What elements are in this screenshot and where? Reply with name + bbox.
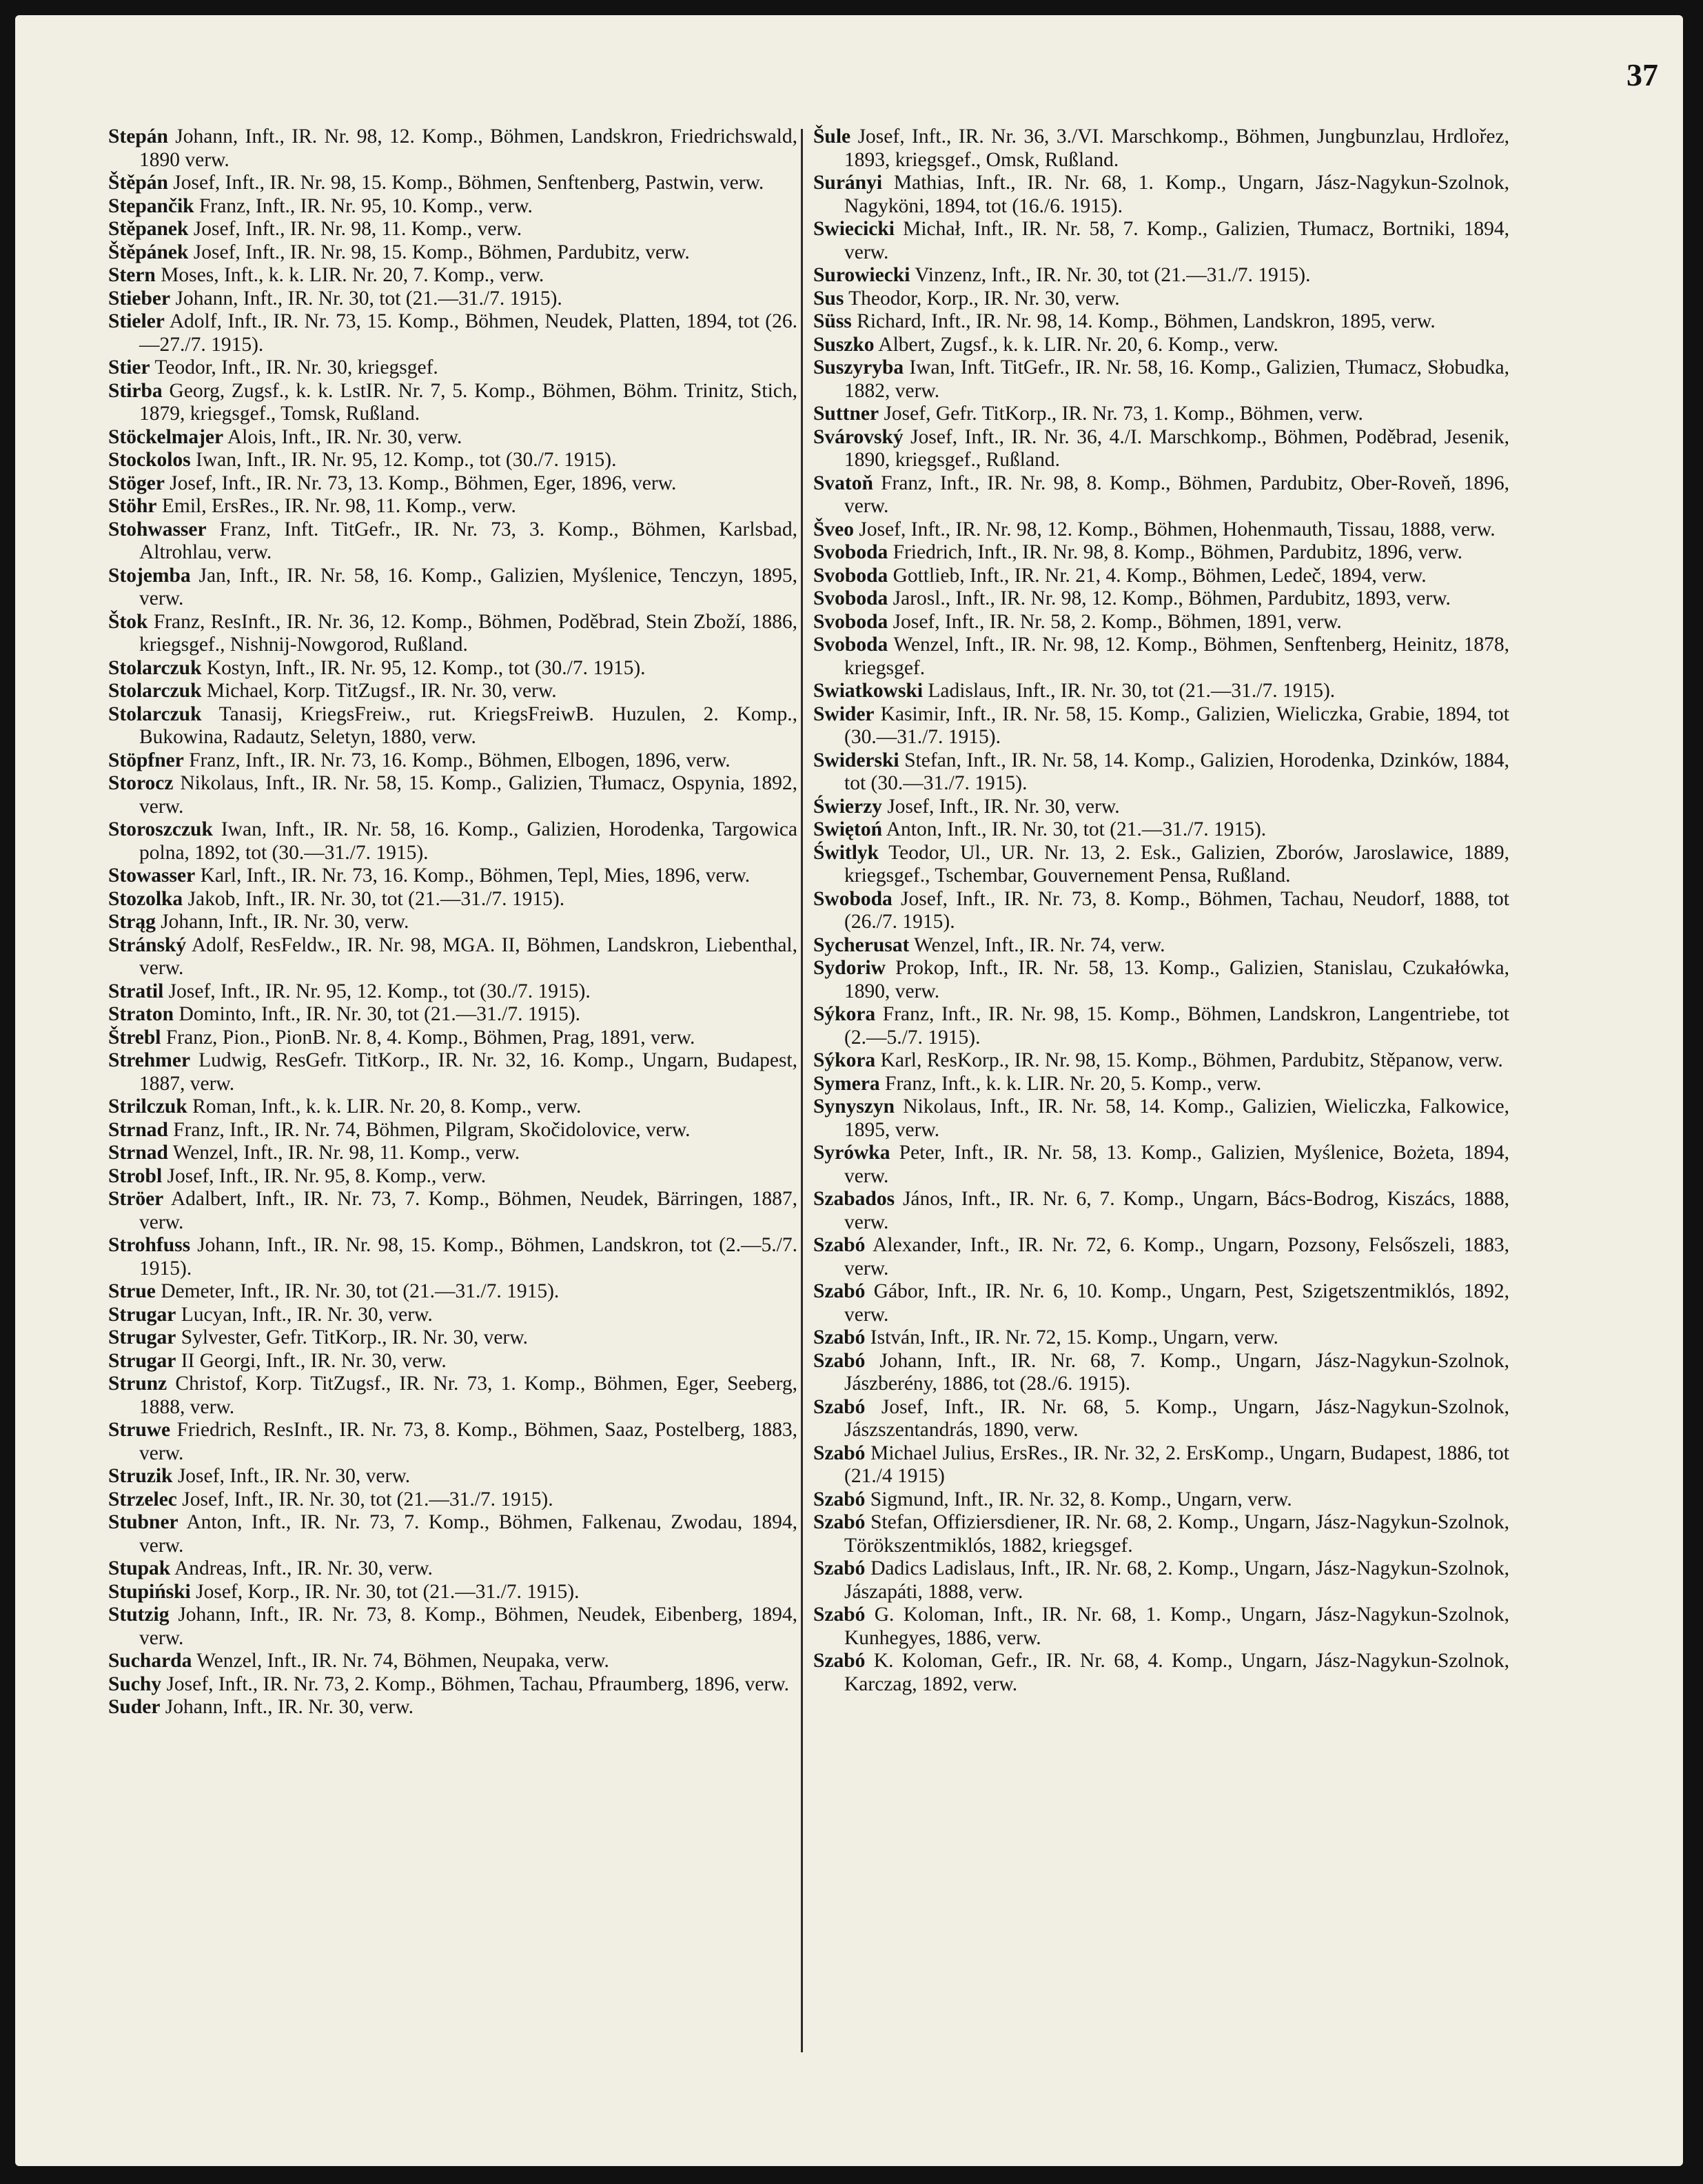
entry-surname: Stepán [108, 125, 168, 148]
register-entry [108, 1419, 797, 1465]
entry-surname: Strobl [108, 1164, 163, 1187]
entry-surname: Sýkora [813, 1049, 876, 1071]
register-entry [108, 1165, 797, 1189]
entry-details: Josef, Inft., IR. Nr. 36, 4./I. Marschkomp., Böhmen, Poděbrad, Jesenik, 1890, kriegsgef., Rußland. [844, 425, 1509, 471]
entry-surname: Szabó [813, 1395, 866, 1418]
entry-surname: Štrebl [108, 1026, 161, 1049]
entry-surname: Synyszyn [813, 1095, 895, 1118]
register-entry [813, 1049, 1509, 1073]
entry-details: Franz, Inft. TitGefr., IR. Nr. 73, 3. Komp., Böhmen, Karlsbad, Altrohlau, verw. [139, 518, 797, 563]
register-entry [108, 1234, 797, 1280]
register-entry [813, 587, 1509, 611]
entry-details: Mathias, Inft., IR. Nr. 68, 1. Komp., Ungarn, Jász-Nagykun-Szolnok, Nagyköni, 1894, tot (16./6. 1915). [844, 172, 1509, 217]
register-entry [813, 426, 1509, 472]
register-entry [108, 125, 797, 172]
register-entry [813, 957, 1509, 1003]
register-entry [813, 1142, 1509, 1188]
entry-details: Franz, ResInft., IR. Nr. 36, 12. Komp., Böhmen, Poděbrad, Stein Zboží, 1886, kriegsgef., Nishnij-Nowgorod, Rußland. [139, 610, 797, 656]
entry-surname: Struwe [108, 1419, 171, 1441]
entry-surname: Swider [813, 702, 875, 725]
entry-details: Johann, Inft., IR. Nr. 98, 12. Komp., Böhmen, Landskron, Friedrichswald, 1890 verw. [139, 125, 797, 171]
register-entry [813, 1326, 1509, 1350]
column-divider [801, 129, 803, 2052]
entry-surname: Strnad [108, 1118, 168, 1141]
entry-surname: Szabó [813, 1280, 866, 1302]
entry-details: Sigmund, Inft., IR. Nr. 32, 8. Komp., Ungarn, verw. [865, 1488, 1292, 1510]
entry-details: Stefan, Inft., IR. Nr. 58, 14. Komp., Galizien, Horodenka, Dzinków, 1884, tot (30.—31./7. 1915). [844, 749, 1509, 794]
entry-surname: Stupak [108, 1557, 171, 1579]
register-entry [108, 611, 797, 657]
entry-details: Ludwig, ResGefr. TitKorp., IR. Nr. 32, 16. Komp., Ungarn, Budapest, 1887, verw. [139, 1049, 797, 1095]
register-entry [108, 1326, 797, 1350]
entry-surname: Strugar [108, 1326, 176, 1348]
register-entry [813, 1073, 1509, 1096]
entry-surname: Sydoriw [813, 957, 886, 979]
entry-surname: Szabó [813, 1604, 866, 1626]
register-entry [813, 1396, 1509, 1442]
entry-surname: Stöger [108, 472, 165, 494]
entry-surname: Svoboda [813, 610, 888, 633]
entry-surname: Surowiecki [813, 264, 910, 286]
entry-details: Josef, Inft., IR. Nr. 95, 12. Komp., tot (30./7. 1915). [163, 980, 591, 1002]
entry-details: Jakob, Inft., IR. Nr. 30, tot (21.—31./7. 1915). [183, 887, 565, 910]
register-entry [108, 172, 797, 195]
entry-details: Christof, Korp. TitZugsf., IR. Nr. 73, 1. Komp., Böhmen, Eger, Seeberg, 1888, verw. [139, 1373, 797, 1418]
register-entry [108, 911, 797, 934]
register-entry [108, 1696, 797, 1719]
entry-details: Josef, Inft., IR. Nr. 95, 8. Komp., verw. [162, 1164, 487, 1187]
entry-details: Teodor, Ul., UR. Nr. 13, 2. Esk., Galizien, Zborów, Jaroslawice, 1889, kriegsgef., Tschembar, Gouvernement Pensa, Rußland. [844, 841, 1509, 887]
entry-details: Wenzel, Inft., IR. Nr. 74, Böhmen, Neupaka, verw. [192, 1650, 609, 1672]
entry-surname: Strugar [108, 1303, 176, 1326]
register-entry [108, 287, 797, 311]
entry-details: Johann, Inft., IR. Nr. 30, verw. [155, 911, 409, 933]
register-entry [108, 218, 797, 241]
entry-details: Franz, Inft., IR. Nr. 98, 15. Komp., Böhmen, Landskron, Langentriebe, tot (2.—5./7. 1915). [844, 1003, 1509, 1049]
entry-details: Josef, Korp., IR. Nr. 30, tot (21.—31./7. 1915). [190, 1580, 580, 1603]
entry-details: Josef, Inft., IR. Nr. 30, verw. [172, 1465, 411, 1487]
entry-details: Alexander, Inft., IR. Nr. 72, 6. Komp., Ungarn, Pozsony, Felsőszeli, 1883, verw. [844, 1234, 1509, 1280]
entry-surname: Storoszczuk [108, 818, 213, 840]
entry-details: Andreas, Inft., IR. Nr. 30, verw. [170, 1557, 433, 1579]
register-entry [108, 426, 797, 449]
register-entry [108, 980, 797, 1004]
entry-surname: Strehmer [108, 1049, 191, 1071]
register-entry [108, 356, 797, 380]
entry-details: Sylvester, Gefr. TitKorp., IR. Nr. 30, verw. [176, 1326, 529, 1348]
entry-details: Josef, Inft., IR. Nr. 98, 12. Komp., Böhmen, Hohenmauth, Tissau, 1888, verw. [854, 518, 1496, 540]
entry-surname: Šveo [813, 518, 854, 540]
register-entry [813, 1511, 1509, 1557]
entry-details: Iwan, Inft., IR. Nr. 58, 16. Komp., Galizien, Horodenka, Targowica polna, 1892, tot (30.—31./7. 1915). [139, 818, 797, 864]
entry-surname: Svoboda [813, 634, 888, 656]
entry-surname: Stolarczuk [108, 702, 202, 725]
entry-surname: Stohwasser [108, 518, 207, 540]
register-entry [108, 703, 797, 749]
register-entry [813, 842, 1509, 888]
entry-surname: Szabó [813, 1326, 866, 1348]
register-entry [813, 472, 1509, 518]
entry-details: Gábor, Inft., IR. Nr. 6, 10. Komp., Ungarn, Pest, Szigetszentmiklós, 1892, verw. [844, 1280, 1509, 1326]
register-entry [813, 172, 1509, 218]
entry-details: Josef, Gefr. TitKorp., IR. Nr. 73, 1. Komp., Böhmen, verw. [879, 403, 1363, 425]
register-entry [108, 1350, 797, 1373]
entry-surname: Sýkora [813, 1003, 876, 1025]
register-entry [108, 495, 797, 518]
entry-surname: Stepančik [108, 194, 194, 217]
entry-surname: Štěpán [108, 172, 168, 194]
register-entry [108, 1673, 797, 1697]
entry-surname: Šule [813, 125, 851, 148]
register-entry [813, 403, 1509, 426]
entry-surname: Swiętoń [813, 818, 882, 840]
entry-details: G. Koloman, Inft., IR. Nr. 68, 1. Komp., Ungarn, Jász-Nagykun-Szolnok, Kunhegyes, 1886, verw. [844, 1604, 1509, 1649]
entry-details: Johann, Inft., IR. Nr. 98, 15. Komp., Böhmen, Landskron, tot (2.—5./7. 1915). [139, 1234, 797, 1280]
entry-details: Vinzenz, Inft., IR. Nr. 30, tot (21.—31./7. 1915). [910, 264, 1311, 286]
right-column [813, 125, 1509, 1696]
entry-surname: Sucharda [108, 1650, 192, 1672]
entry-surname: Straton [108, 1003, 174, 1025]
entry-details: Jan, Inft., IR. Nr. 58, 16. Komp., Galizien, Myślenice, Tenczyn, 1895, verw. [139, 564, 797, 609]
entry-details: Josef, Inft., IR. Nr. 58, 2. Komp., Böhmen, 1891, verw. [888, 610, 1342, 633]
register-entry [108, 865, 797, 888]
entry-details: Ladislaus, Inft., IR. Nr. 30, tot (21.—31./7. 1915). [923, 680, 1336, 702]
entry-surname: Swiatkowski [813, 680, 924, 702]
entry-surname: Sus [813, 287, 844, 310]
entry-details: Josef, Inft., IR. Nr. 30, tot (21.—31./7. 1915). [176, 1488, 553, 1510]
entry-details: Iwan, Inft. TitGefr., IR. Nr. 58, 16. Komp., Galizien, Tłumacz, Słobudka, 1882, verw. [844, 356, 1509, 402]
entry-surname: Świtlyk [813, 841, 879, 864]
entry-surname: Stolarczuk [108, 680, 202, 702]
entry-surname: Stutzig [108, 1604, 170, 1626]
entry-details: Friedrich, ResInft., IR. Nr. 73, 8. Komp., Böhmen, Saaz, Postelberg, 1883, verw. [139, 1419, 797, 1464]
entry-details: Demeter, Inft., IR. Nr. 30, tot (21.—31./7. 1915). [155, 1280, 560, 1302]
register-entry [108, 772, 797, 818]
entry-details: K. Koloman, Gefr., IR. Nr. 68, 4. Komp., Ungarn, Jász-Nagykun-Szolnok, Karczag, 1892, verw. [844, 1650, 1509, 1695]
register-entry [813, 1604, 1509, 1650]
entry-details: János, Inft., IR. Nr. 6, 7. Komp., Ungarn, Bács-Bodrog, Kiszács, 1888, verw. [844, 1188, 1509, 1233]
register-entry [813, 565, 1509, 588]
register-entry [108, 264, 797, 287]
register-entry [108, 1650, 797, 1673]
entry-details: Josef, Inft., IR. Nr. 73, 2. Komp., Böhmen, Tachau, Pfraumberg, 1896, verw. [161, 1672, 790, 1695]
entry-details: Wenzel, Inft., IR. Nr. 98, 12. Komp., Böhmen, Senftenberg, Heinitz, 1878, kriegsgef. [844, 634, 1509, 679]
register-entry [813, 818, 1509, 842]
entry-surname: Stöpfner [108, 749, 184, 771]
register-entry [813, 611, 1509, 634]
entry-surname: Stránský [108, 933, 187, 956]
register-entry [108, 1003, 797, 1027]
entry-details: Franz, Inft., IR. Nr. 95, 10. Komp., verw. [194, 194, 533, 217]
register-entry [813, 334, 1509, 357]
register-entry [813, 1350, 1509, 1396]
register-entry [813, 1003, 1509, 1049]
entry-details: Karl, Inft., IR. Nr. 73, 16. Komp., Böhmen, Tepl, Mies, 1896, verw. [195, 865, 751, 887]
entry-surname: Stöckelmajer [108, 425, 224, 448]
register-entry [108, 680, 797, 703]
register-entry [108, 1188, 797, 1234]
entry-details: Josef, Inft., IR. Nr. 73, 13. Komp., Böhmen, Eger, 1896, verw. [164, 472, 677, 494]
register-entry [813, 518, 1509, 542]
register-entry [813, 703, 1509, 749]
entry-details: Wenzel, Inft., IR. Nr. 74, verw. [909, 933, 1165, 956]
register-entry [813, 125, 1509, 172]
register-entry [108, 1304, 797, 1327]
entry-details: Lucyan, Inft., IR. Nr. 30, verw. [176, 1303, 433, 1326]
page-number: 37 [1626, 57, 1658, 92]
entry-details: Adolf, ResFeldw., IR. Nr. 98, MGA. II, Böhmen, Landskron, Liebenthal, verw. [139, 933, 797, 979]
entry-details: Friedrich, Inft., IR. Nr. 98, 8. Komp., Böhmen, Pardubitz, 1896, verw. [888, 541, 1463, 563]
entry-details: Johann, Inft., IR. Nr. 30, tot (21.—31./7. 1915). [170, 287, 562, 310]
entry-surname: Stern [108, 264, 156, 286]
register-entry [813, 218, 1509, 264]
register-entry [813, 888, 1509, 934]
register-entry [108, 195, 797, 219]
entry-details: Richard, Inft., IR. Nr. 98, 14. Komp., Böhmen, Landskron, 1895, verw. [851, 310, 1436, 332]
entry-surname: Struzik [108, 1465, 173, 1487]
register-entry [108, 1604, 797, 1650]
register-entry [813, 749, 1509, 796]
entry-surname: Svatoň [813, 472, 873, 494]
register-entry [108, 888, 797, 911]
register-entry [108, 1511, 797, 1557]
entry-details: Peter, Inft., IR. Nr. 58, 13. Komp., Galizien, Myślenice, Bożeta, 1894, verw. [844, 1142, 1509, 1187]
entry-surname: Stieber [108, 287, 171, 310]
register-entry [108, 380, 797, 426]
register-entry [108, 518, 797, 565]
register-entry [813, 541, 1509, 565]
entry-details: Anton, Inft., IR. Nr. 30, tot (21.—31./7. 1915). [881, 818, 1267, 840]
entry-details: Karl, ResKorp., IR. Nr. 98, 15. Komp., Böhmen, Pardubitz, Stěpanow, verw. [875, 1049, 1503, 1071]
entry-surname: Stupiński [108, 1580, 191, 1603]
entry-surname: Strzelec [108, 1488, 177, 1510]
register-entry [108, 1049, 797, 1095]
left-column [108, 125, 797, 1719]
register-entry [108, 1373, 797, 1419]
register-entry [108, 241, 797, 265]
register-entry [108, 1095, 797, 1119]
entry-surname: Stieler [108, 310, 165, 332]
entry-surname: Szabó [813, 1650, 866, 1672]
entry-surname: Stěpanek [108, 218, 189, 240]
entry-surname: Szabó [813, 1488, 866, 1510]
entry-surname: Ströer [108, 1188, 164, 1210]
entry-details: Anton, Inft., IR. Nr. 73, 7. Komp., Böhmen, Falkenau, Zwodau, 1894, verw. [139, 1511, 797, 1557]
register-entry [813, 1188, 1509, 1234]
register-entry [108, 565, 797, 611]
entry-details: Emil, ErsRes., IR. Nr. 98, 11. Komp., verw. [156, 495, 516, 517]
entry-details: Theodor, Korp., IR. Nr. 30, verw. [844, 287, 1120, 310]
register-entry [108, 472, 797, 496]
entry-surname: Szabó [813, 1511, 866, 1533]
entry-details: Franz, Inft., IR. Nr. 73, 16. Komp., Böhmen, Elbogen, 1896, verw. [183, 749, 731, 771]
entry-surname: Strue [108, 1280, 156, 1302]
entry-surname: Surányi [813, 172, 883, 194]
entry-details: Josef, Inft., IR. Nr. 98, 11. Komp., verw. [188, 218, 522, 240]
register-entry [813, 1095, 1509, 1142]
entry-surname: Szabó [813, 1234, 866, 1256]
register-entry [813, 680, 1509, 703]
entry-surname: Szabó [813, 1557, 866, 1579]
register-entry [108, 1142, 797, 1165]
entry-surname: Sycherusat [813, 933, 910, 956]
entry-surname: Syrówka [813, 1142, 890, 1164]
register-entry [813, 287, 1509, 311]
entry-details: Franz, Pion., PionB. Nr. 8, 4. Komp., Böhmen, Prag, 1891, verw. [161, 1026, 695, 1049]
register-entry [813, 1488, 1509, 1512]
register-entry [813, 264, 1509, 287]
entry-details: Johann, Inft., IR. Nr. 73, 8. Komp., Böhmen, Neudek, Eibenberg, 1894, verw. [139, 1604, 797, 1649]
entry-surname: Strnad [108, 1142, 168, 1164]
entry-details: Adolf, Inft., IR. Nr. 73, 15. Komp., Böhmen, Neudek, Platten, 1894, tot (26.—27./7. 1915). [139, 310, 797, 356]
entry-surname: Stubner [108, 1511, 179, 1533]
register-entry [813, 1557, 1509, 1604]
entry-surname: Suchy [108, 1672, 162, 1695]
entry-details: Michał, Inft., IR. Nr. 58, 7. Komp., Galizien, Tłumacz, Bortniki, 1894, verw. [844, 218, 1509, 263]
entry-details: Moses, Inft., k. k. LIR. Nr. 20, 7. Komp., verw. [155, 264, 544, 286]
entry-surname: Strilczuk [108, 1095, 187, 1118]
register-entry [108, 310, 797, 356]
entry-details: Wenzel, Inft., IR. Nr. 98, 11. Komp., verw. [167, 1142, 520, 1164]
entry-surname: Stowasser [108, 865, 196, 887]
entry-details: II Georgi, Inft., IR. Nr. 30, verw. [176, 1349, 447, 1372]
entry-surname: Štok [108, 610, 148, 633]
entry-surname: Storocz [108, 772, 174, 794]
entry-surname: Stöhr [108, 495, 157, 517]
entry-details: Kostyn, Inft., IR. Nr. 95, 12. Komp., tot (30./7. 1915). [201, 656, 646, 679]
register-entry [813, 934, 1509, 958]
entry-details: Nikolaus, Inft., IR. Nr. 58, 15. Komp., Galizien, Tłumacz, Ospynia, 1892, verw. [139, 772, 797, 818]
register-entry [108, 1581, 797, 1604]
register-entry [108, 449, 797, 472]
entry-surname: Suszyryba [813, 356, 904, 378]
entry-details: Michael Julius, ErsRes., IR. Nr. 32, 2. ErsKomp., Ungarn, Budapest, 1886, tot (21./4 1915) [844, 1442, 1509, 1487]
entry-details: Nikolaus, Inft., IR. Nr. 58, 14. Komp., Galizien, Wieliczka, Falkowice, 1895, verw. [844, 1095, 1509, 1141]
register-entry [813, 634, 1509, 680]
register-entry [108, 934, 797, 980]
register-entry [108, 1557, 797, 1581]
register-entry [108, 1488, 797, 1512]
entry-surname: Stratil [108, 980, 164, 1002]
entry-surname: Szabó [813, 1349, 866, 1372]
entry-surname: Stozolka [108, 887, 183, 910]
entry-surname: Stojemba [108, 564, 191, 587]
entry-surname: Strohfuss [108, 1234, 191, 1256]
entry-details: Johann, Inft., IR. Nr. 68, 7. Komp., Ungarn, Jász-Nagykun-Szolnok, Jászberény, 1886, tot (28./6. 1915). [844, 1349, 1509, 1395]
register-entry [108, 657, 797, 680]
entry-details: Gottlieb, Inft., IR. Nr. 21, 4. Komp., Böhmen, Ledeč, 1894, verw. [888, 564, 1427, 587]
entry-surname: Szabó [813, 1442, 866, 1464]
register-entry [813, 356, 1509, 403]
register-entry [108, 1280, 797, 1304]
entry-surname: Symera [813, 1072, 880, 1095]
register-entry [813, 1234, 1509, 1280]
entry-details: Johann, Inft., IR. Nr. 30, verw. [160, 1696, 414, 1718]
entry-surname: Strunz [108, 1373, 167, 1395]
entry-details: Josef, Inft., IR. Nr. 73, 8. Komp., Böhmen, Tachau, Neudorf, 1888, tot (26./7. 1915). [844, 887, 1509, 933]
entry-details: Georg, Zugsf., k. k. LstIR. Nr. 7, 5. Komp., Böhmen, Böhm. Trinitz, Stich, 1879, kriegsgef., Tomsk, Rußland. [139, 379, 797, 425]
entry-details: Franz, Inft., IR. Nr. 74, Böhmen, Pilgram, Skočidolovice, verw. [167, 1118, 691, 1141]
entry-details: Adalbert, Inft., IR. Nr. 73, 7. Komp., Böhmen, Neudek, Bärringen, 1887, verw. [139, 1188, 797, 1233]
register-entry [813, 1280, 1509, 1326]
entry-surname: Stolarczuk [108, 656, 202, 679]
entry-surname: Swiecicki [813, 218, 895, 240]
entry-surname: Stockolos [108, 449, 191, 471]
entry-surname: Strugar [108, 1349, 176, 1372]
document-page [15, 15, 1683, 2166]
entry-details: Michael, Korp. TitZugsf., IR. Nr. 30, verw. [201, 680, 557, 702]
entry-details: Josef, Inft., IR. Nr. 98, 15. Komp., Böhmen, Pardubitz, verw. [188, 241, 690, 263]
entry-details: Josef, Inft., IR. Nr. 68, 5. Komp., Ungarn, Jász-Nagykun-Szolnok, Jászszentandrás, 1890, verw. [844, 1395, 1509, 1441]
entry-details: István, Inft., IR. Nr. 72, 15. Komp., Ungarn, verw. [865, 1326, 1278, 1348]
register-entry [108, 1027, 797, 1050]
entry-surname: Stirba [108, 379, 163, 402]
entry-surname: Szabados [813, 1188, 895, 1210]
entry-surname: Suszko [813, 333, 875, 356]
entry-details: Tanasij, KriegsFreiw., rut. KriegsFreiwB. Huzulen, 2. Komp., Bukowina, Radautz, Seletyn, 1880, verw. [139, 702, 797, 748]
entry-surname: Swoboda [813, 887, 893, 910]
entry-surname: Štěpánek [108, 241, 189, 263]
entry-surname: Svoboda [813, 587, 888, 609]
entry-details: Teodor, Inft., IR. Nr. 30, kriegsgef. [150, 356, 438, 378]
entry-details: Josef, Inft., IR. Nr. 36, 3./VI. Marschkomp., Böhmen, Jungbunzlau, Hrdlořez, 1893, kriegsgef., Omsk, Rußland. [844, 125, 1509, 171]
register-entry [813, 310, 1509, 334]
entry-surname: Świerzy [813, 795, 882, 818]
entry-surname: Svoboda [813, 541, 888, 563]
entry-details: Kasimir, Inft., IR. Nr. 58, 15. Komp., Galizien, Wieliczka, Grabie, 1894, tot (30.—31./7. 1915). [844, 702, 1509, 748]
entry-details: Prokop, Inft., IR. Nr. 58, 13. Komp., Galizien, Stanislau, Czukałówka, 1890, verw. [844, 957, 1509, 1002]
entry-surname: Süss [813, 310, 852, 332]
entry-surname: Strąg [108, 911, 156, 933]
entry-surname: Swiderski [813, 749, 899, 771]
entry-details: Iwan, Inft., IR. Nr. 95, 12. Komp., tot (30./7. 1915). [190, 449, 617, 471]
entry-details: Dominto, Inft., IR. Nr. 30, tot (21.—31./7. 1915). [174, 1003, 581, 1025]
entry-details: Jarosl., Inft., IR. Nr. 98, 12. Komp., Böhmen, Pardubitz, 1893, verw. [888, 587, 1451, 609]
entry-surname: Svoboda [813, 564, 888, 587]
entry-surname: Stier [108, 356, 150, 378]
register-entry [108, 749, 797, 773]
entry-details: Josef, Inft., IR. Nr. 30, verw. [881, 795, 1120, 818]
register-entry [108, 818, 797, 865]
entry-details: Roman, Inft., k. k. LIR. Nr. 20, 8. Komp., verw. [187, 1095, 582, 1118]
entry-details: Alois, Inft., IR. Nr. 30, verw. [223, 425, 462, 448]
entry-details: Franz, Inft., IR. Nr. 98, 8. Komp., Böhmen, Pardubitz, Ober-Roveň, 1896, verw. [844, 472, 1509, 517]
entry-details: Franz, Inft., k. k. LIR. Nr. 20, 5. Komp., verw. [879, 1072, 1262, 1095]
register-entry [813, 796, 1509, 819]
register-entry [813, 1650, 1509, 1696]
entry-details: Dadics Ladislaus, Inft., IR. Nr. 68, 2. Komp., Ungarn, Jász-Nagykun-Szolnok, Jászapáti, 1888, verw. [844, 1557, 1509, 1603]
entry-surname: Suder [108, 1696, 161, 1718]
register-entry [813, 1442, 1509, 1488]
entry-details: Stefan, Offiziersdiener, IR. Nr. 68, 2. Komp., Ungarn, Jász-Nagykun-Szolnok, Törökszentmiklós, 1882, kriegsgef. [844, 1511, 1509, 1557]
entry-surname: Svárovský [813, 425, 904, 448]
register-entry [108, 1465, 797, 1488]
entry-surname: Suttner [813, 403, 879, 425]
register-entry [108, 1119, 797, 1142]
entry-details: Josef, Inft., IR. Nr. 98, 15. Komp., Böhmen, Senftenberg, Pastwin, verw. [167, 172, 764, 194]
entry-details: Albert, Zugsf., k. k. LIR. Nr. 20, 6. Komp., verw. [874, 333, 1278, 356]
